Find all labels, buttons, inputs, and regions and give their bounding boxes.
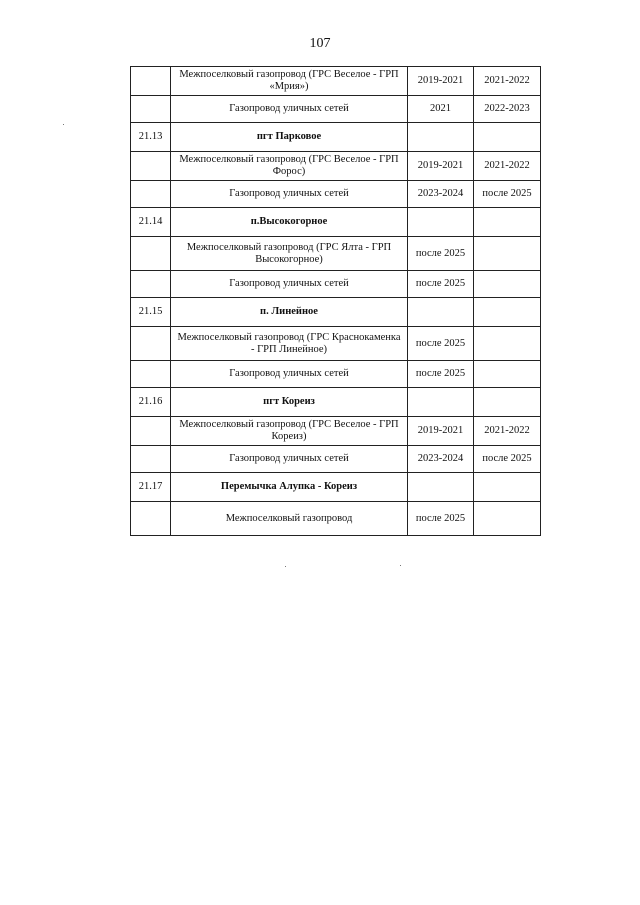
object-name-cell: Газопровод уличных сетей <box>171 446 408 473</box>
object-name-cell: Газопровод уличных сетей <box>171 361 408 388</box>
period-1-cell: после 2025 <box>408 271 474 298</box>
section-number-cell: 21.14 <box>131 208 171 237</box>
period-1-cell <box>408 298 474 327</box>
row-number-cell <box>131 361 171 388</box>
object-name-cell: Межпоселковый газопровод (ГРС Краснокаменка - ГРП Линейное) <box>171 327 408 361</box>
table-row <box>131 417 541 446</box>
scan-speck <box>400 565 401 566</box>
object-name-cell: Межпоселковый газопровод (ГРС Веселое - ГРП Кореиз) <box>171 417 408 446</box>
period-2-cell: после 2025 <box>474 181 541 208</box>
period-2-cell <box>474 361 541 388</box>
row-number-cell <box>131 327 171 361</box>
row-number-cell <box>131 67 171 96</box>
scan-speck <box>63 124 64 125</box>
period-1-cell <box>408 208 474 237</box>
period-2-cell <box>474 298 541 327</box>
row-number-cell <box>131 502 171 536</box>
gas-pipeline-table <box>130 66 541 536</box>
period-1-cell: 2019-2021 <box>408 417 474 446</box>
period-1-cell: 2023-2024 <box>408 181 474 208</box>
section-title-cell: Перемычка Алупка - Кореиз <box>171 473 408 502</box>
period-1-cell: после 2025 <box>408 237 474 271</box>
section-number-cell: 21.17 <box>131 473 171 502</box>
row-number-cell <box>131 271 171 298</box>
section-title-cell: пгт Кореиз <box>171 388 408 417</box>
object-name-cell: Газопровод уличных сетей <box>171 96 408 123</box>
object-name-cell: Межпоселковый газопровод (ГРС Веселое - ГРП «Мрия») <box>171 67 408 96</box>
period-2-cell <box>474 502 541 536</box>
period-2-cell <box>474 473 541 502</box>
period-2-cell <box>474 237 541 271</box>
period-2-cell <box>474 123 541 152</box>
object-name-cell: Межпоселковый газопровод (ГРС Ялта - ГРП Высокогорное) <box>171 237 408 271</box>
page-number: 107 <box>309 36 331 51</box>
table-row <box>131 237 541 271</box>
scan-speck <box>285 566 286 567</box>
object-name-cell: Газопровод уличных сетей <box>171 181 408 208</box>
row-number-cell <box>131 446 171 473</box>
period-1-cell: после 2025 <box>408 502 474 536</box>
row-number-cell <box>131 96 171 123</box>
section-number-cell: 21.15 <box>131 298 171 327</box>
period-2-cell <box>474 271 541 298</box>
period-2-cell: после 2025 <box>474 446 541 473</box>
section-row <box>131 123 541 152</box>
period-2-cell: 2021-2022 <box>474 67 541 96</box>
period-1-cell: 2021 <box>408 96 474 123</box>
object-name-cell: Межпоселковый газопровод (ГРС Веселое - ГРП Форос) <box>171 152 408 181</box>
row-number-cell <box>131 181 171 208</box>
period-1-cell: 2019-2021 <box>408 67 474 96</box>
section-row <box>131 298 541 327</box>
table-row <box>131 181 541 208</box>
object-name-cell: Межпоселковый газопровод <box>171 502 408 536</box>
section-row <box>131 388 541 417</box>
table-row <box>131 67 541 96</box>
period-2-cell <box>474 388 541 417</box>
section-row <box>131 208 541 237</box>
period-1-cell <box>408 388 474 417</box>
section-row <box>131 473 541 502</box>
object-name-cell: Газопровод уличных сетей <box>171 271 408 298</box>
section-title-cell: п.Высокогорное <box>171 208 408 237</box>
row-number-cell <box>131 152 171 181</box>
period-2-cell <box>474 208 541 237</box>
period-1-cell: после 2025 <box>408 361 474 388</box>
period-2-cell: 2022-2023 <box>474 96 541 123</box>
table-row <box>131 271 541 298</box>
section-title-cell: п. Линейное <box>171 298 408 327</box>
period-2-cell: 2021-2022 <box>474 152 541 181</box>
section-number-cell: 21.13 <box>131 123 171 152</box>
table-row <box>131 96 541 123</box>
table-row <box>131 502 541 536</box>
table-row <box>131 152 541 181</box>
period-1-cell: 2023-2024 <box>408 446 474 473</box>
period-1-cell: после 2025 <box>408 327 474 361</box>
row-number-cell <box>131 417 171 446</box>
period-1-cell: 2019-2021 <box>408 152 474 181</box>
period-2-cell <box>474 327 541 361</box>
section-title-cell: пгт Парковое <box>171 123 408 152</box>
table-row <box>131 446 541 473</box>
table-row <box>131 327 541 361</box>
section-number-cell: 21.16 <box>131 388 171 417</box>
period-1-cell <box>408 473 474 502</box>
table-row <box>131 361 541 388</box>
row-number-cell <box>131 237 171 271</box>
period-2-cell: 2021-2022 <box>474 417 541 446</box>
period-1-cell <box>408 123 474 152</box>
